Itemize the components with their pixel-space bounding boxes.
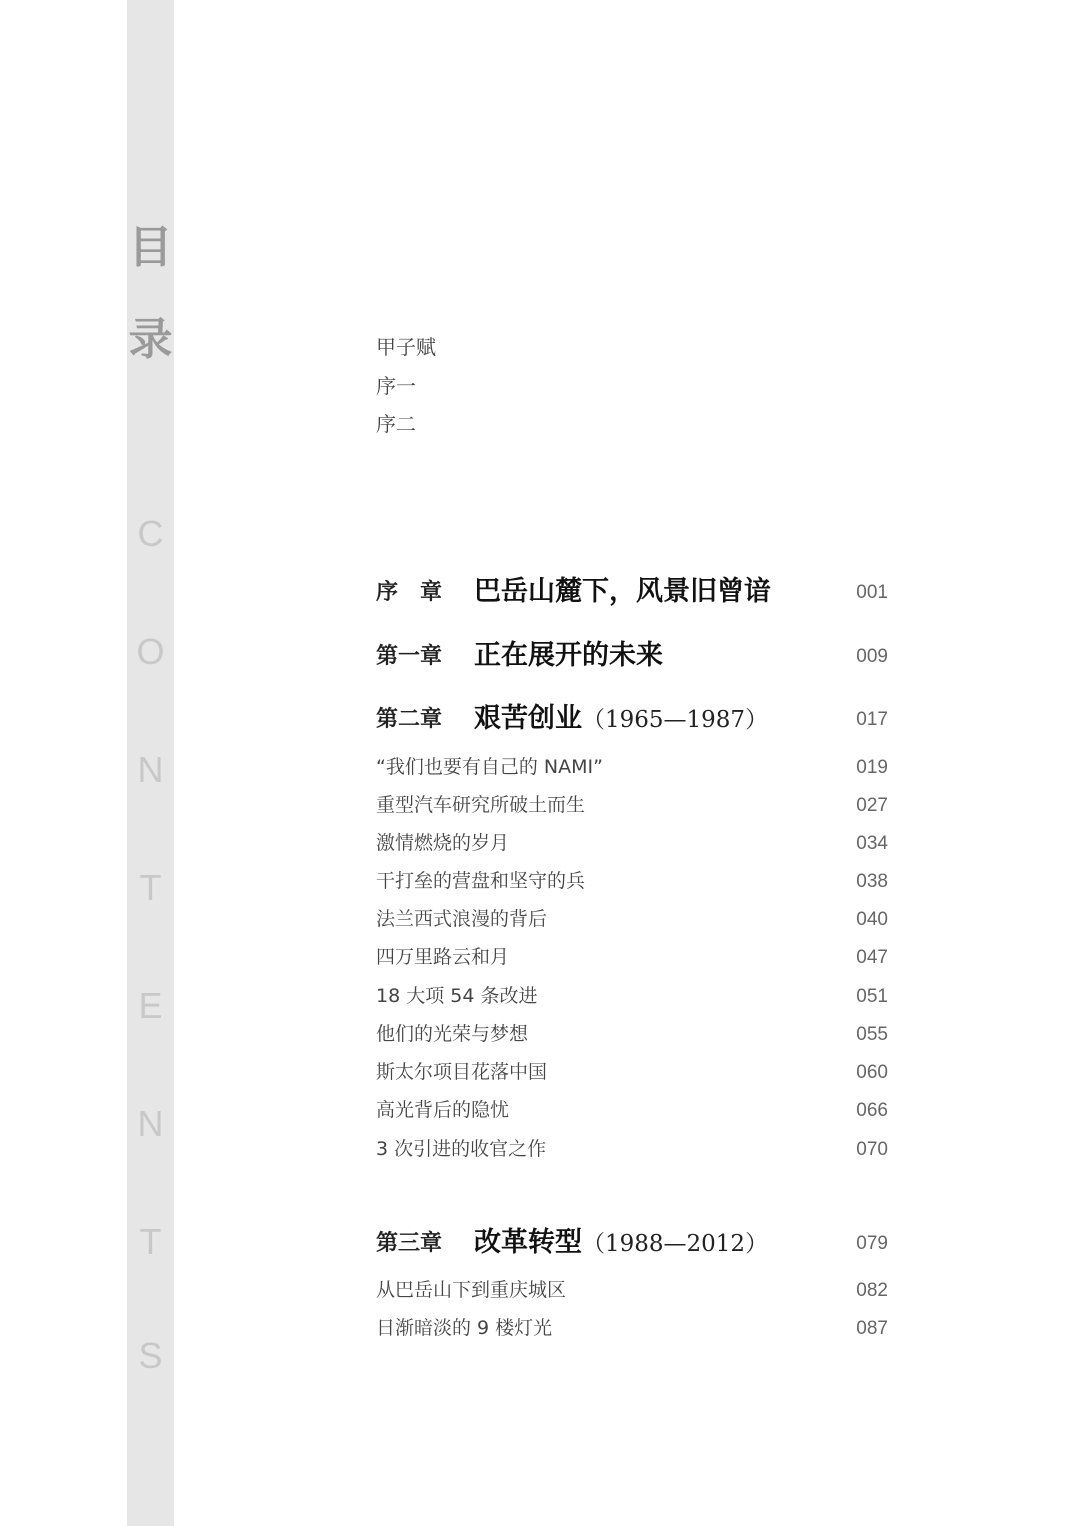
chapter-page: 017 [856, 709, 888, 730]
chapter-row[interactable] [376, 1223, 888, 1259]
toc-entry[interactable] [376, 869, 888, 895]
entry-title: 他们的光荣与梦想 [376, 1023, 529, 1045]
sidebar-letter-t: T [139, 867, 162, 908]
toc-entry[interactable] [376, 1022, 888, 1048]
chapter-label: 第三章 [376, 1231, 443, 1256]
entry-page: 070 [856, 1139, 888, 1160]
entry-title: “我们也要有自己的 NAMI” [376, 756, 603, 778]
chapter-title-wrap [474, 1220, 768, 1259]
entry-title: 3 次引进的收官之作 [376, 1138, 547, 1160]
entry-page: 027 [856, 795, 888, 816]
entry-page: 047 [856, 947, 888, 968]
chapter-years: （1965—1987） [582, 707, 769, 733]
entry-title: 四万里路云和月 [376, 946, 510, 968]
entry-page: 087 [856, 1318, 888, 1339]
toc-entry[interactable] [376, 831, 888, 857]
chapter-label: 第二章 [376, 707, 443, 732]
chapter-page: 009 [856, 646, 888, 667]
toc-entry[interactable] [376, 1060, 888, 1086]
toc-entry[interactable] [376, 907, 888, 933]
entry-page: 038 [856, 871, 888, 892]
chapter-label: 第一章 [376, 644, 443, 669]
entry-title: 干打垒的营盘和坚守的兵 [376, 870, 586, 892]
toc-entry[interactable] [376, 1278, 888, 1304]
entry-page: 066 [856, 1100, 888, 1121]
entry-title: 重型汽车研究所破土而生 [376, 794, 586, 816]
entry-page: 019 [856, 757, 888, 778]
entry-title: 法兰西式浪漫的背后 [376, 908, 548, 930]
toc-entry[interactable] [376, 793, 888, 819]
front-matter-item[interactable]: 序一 [376, 374, 416, 398]
toc-entry[interactable] [376, 945, 888, 971]
sidebar-letter-t2: T [139, 1221, 162, 1262]
sidebar-letter-s: S [138, 1335, 163, 1376]
entry-page: 082 [856, 1280, 888, 1301]
entry-page: 034 [856, 833, 888, 854]
toc-entry[interactable] [376, 1098, 888, 1124]
entry-page: 040 [856, 909, 888, 930]
sidebar-letter-e: E [138, 985, 163, 1026]
toc-entry[interactable] [376, 755, 888, 781]
entry-title: 日渐暗淡的 9 楼灯光 [376, 1317, 553, 1339]
chapter-label: 序 章 [376, 580, 443, 605]
entry-title: 高光背后的隐忧 [376, 1099, 510, 1121]
sidebar-letter-o: O [136, 631, 165, 672]
front-matter-item[interactable]: 甲子赋 [376, 335, 436, 359]
toc-entry[interactable] [376, 984, 888, 1010]
entry-title: 18 大项 54 条改进 [376, 985, 538, 1007]
chapter-page: 079 [856, 1233, 888, 1254]
entry-title: 斯太尔项目花落中国 [376, 1061, 548, 1083]
chapter-title-wrap [474, 696, 768, 735]
toc-entry[interactable] [376, 1316, 888, 1342]
toc-entry[interactable] [376, 1137, 888, 1163]
entry-page: 060 [856, 1062, 888, 1083]
chapter-years: （1988—2012） [582, 1231, 769, 1257]
sidebar-title-char-2: 录 [128, 314, 173, 365]
chapter-title: 改革转型 [474, 1227, 582, 1258]
chapter-page: 001 [856, 582, 888, 603]
chapter-title: 艰苦创业 [474, 703, 582, 734]
sidebar-letter-n: N [137, 749, 164, 790]
entry-page: 051 [856, 986, 888, 1007]
front-matter-item[interactable]: 序二 [376, 412, 416, 436]
sidebar-letter-c: C [137, 513, 164, 554]
chapter-title: 巴岳山麓下，风景旧曾谙 [474, 576, 771, 607]
chapter-row[interactable] [376, 636, 888, 672]
chapter-title-wrap [474, 633, 663, 672]
chapter-title: 正在展开的未来 [474, 640, 663, 671]
entry-title: 激情燃烧的岁月 [376, 832, 510, 854]
chapter-row[interactable] [376, 572, 888, 608]
entry-page: 055 [856, 1024, 888, 1045]
chapter-row[interactable] [376, 699, 888, 735]
sidebar-letter-n2: N [137, 1103, 164, 1144]
sidebar-title-char-1: 目 [128, 222, 173, 273]
entry-title: 从巴岳山下到重庆城区 [376, 1279, 567, 1301]
chapter-title-wrap [474, 569, 771, 608]
